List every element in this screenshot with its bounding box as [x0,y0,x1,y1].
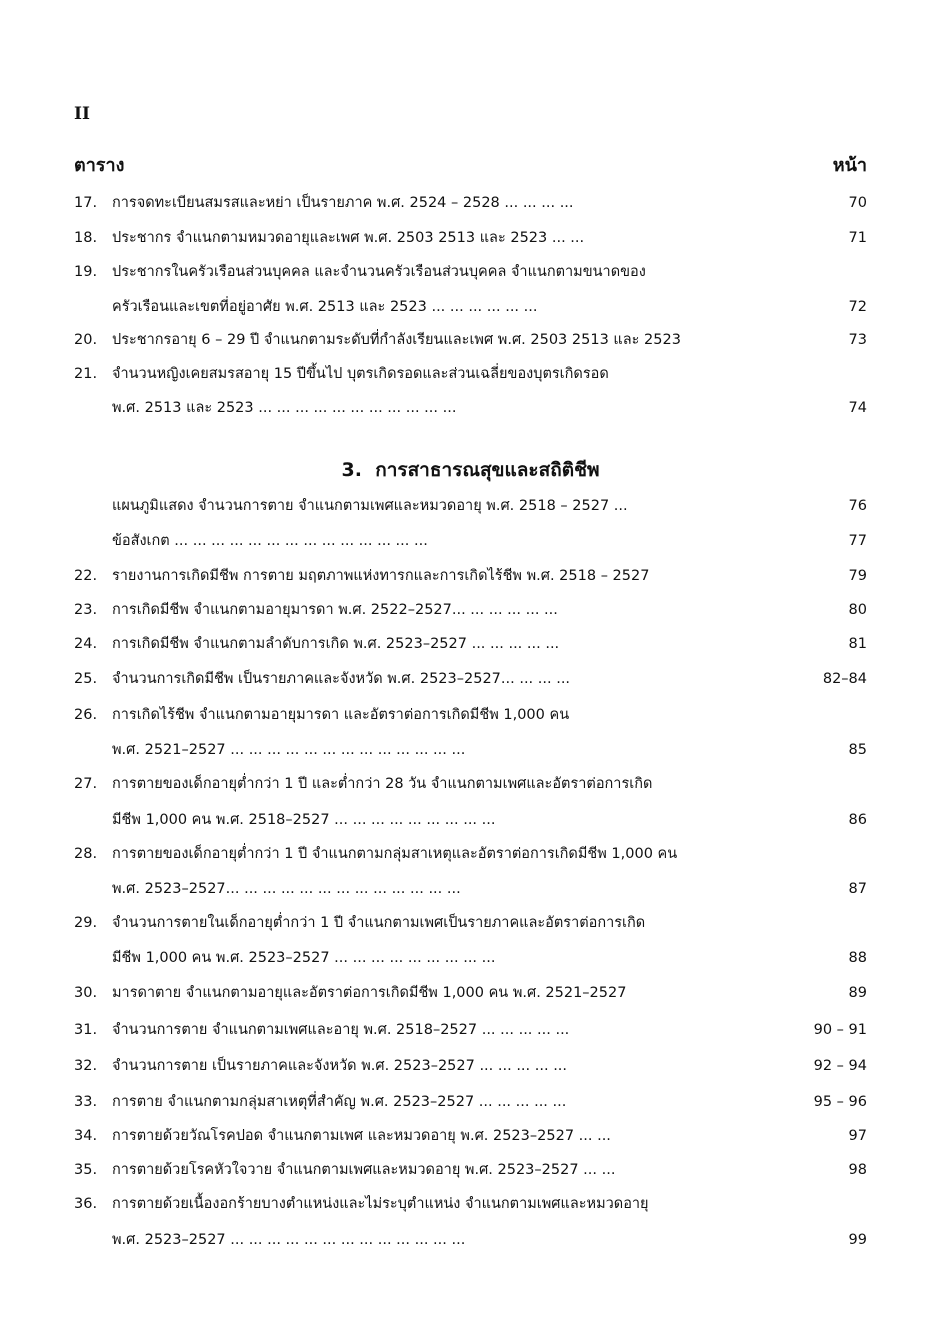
entry-title: การตาย จำแนกตามกลุ่มสาเหตุที่สำคัญ พ.ศ. 2523–2527 ... ... ... ... ... [112,1094,567,1110]
entry-number: 30. [74,985,98,1001]
toc-line [0,598,941,622]
section-title: การสาธารณสุขและสถิติชีพ [375,459,600,481]
entry-page: 86 [848,812,867,828]
page-column-header: หน้า [832,155,867,176]
page-marker: II [74,104,90,124]
entry-number: 27. [74,776,98,792]
entry-title: พ.ศ. 2523–2527 ... ... ... ... ... ... ... ... ... ... ... ... ... [112,1232,466,1248]
entry-title: แผนภูมิแสดง จำนวนการตาย จำแนกตามเพศและหมวดอายุ พ.ศ. 2518 – 2527 ... [112,498,628,514]
entry-page: 74 [848,400,867,416]
toc-line [0,1054,941,1078]
toc-line [0,191,941,215]
entry-title: การตายของเด็กอายุต่ำกว่า 1 ปี จำแนกตามกลุ่มสาเหตุและอัตราต่อการเกิดมีชีพ 1,000 คน [112,846,678,862]
toc-line [0,772,941,796]
entry-number: 31. [74,1022,98,1038]
entry-page: 85 [848,742,867,758]
entry-title: ประชากรอายุ 6 – 29 ปี จำแนกตามระดับที่กำลังเรียนและเพศ พ.ศ. 2503 2513 และ 2523 [112,332,681,348]
entry-page: 88 [848,950,867,966]
entry-number: 22. [74,568,98,584]
entry-number: 35. [74,1162,98,1178]
entry-title: การเกิดมีชีพ จำแนกตามลำดับการเกิด พ.ศ. 2523–2527 ... ... ... ... ... [112,636,560,652]
entry-title: การจดทะเบียนสมรสและหย่า เป็นรายภาค พ.ศ. 2524 – 2528 ... ... ... ... [112,195,574,211]
toc-line [0,1124,941,1148]
toc-line [0,295,941,319]
entry-number: 34. [74,1128,98,1144]
section-heading [0,455,941,485]
toc-line [0,632,941,656]
entry-page: 72 [848,299,867,315]
toc-line [0,1192,941,1216]
toc-line [0,911,941,935]
entry-page: 99 [848,1232,867,1248]
toc-line [0,396,941,420]
toc-line [0,842,941,866]
entry-page: 95 – 96 [813,1094,867,1110]
toc-line [0,808,941,832]
toc-line [0,877,941,901]
entry-page: 81 [848,636,867,652]
entry-title: จำนวนการตายในเด็กอายุต่ำกว่า 1 ปี จำแนกตามเพศเป็นรายภาคและอัตราต่อการเกิด [112,915,646,931]
entry-title: มีชีพ 1,000 คน พ.ศ. 2523–2527 ... ... ... ... ... ... ... ... ... [112,950,496,966]
entry-title: จำนวนหญิงเคยสมรสอายุ 15 ปีขึ้นไป บุตรเกิดรอดและส่วนเฉลี่ยของบุตรเกิดรอด [112,366,609,382]
entry-page: 73 [848,332,867,348]
entry-number: 25. [74,671,98,687]
entry-number: 17. [74,195,98,211]
entry-page: 71 [848,230,867,246]
toc-line [0,1090,941,1114]
entry-number: 20. [74,332,98,348]
entry-page: 80 [848,602,867,618]
section-number: 3. [341,459,362,481]
toc-line [0,328,941,352]
entry-number: 36. [74,1196,98,1212]
entry-page: 70 [848,195,867,211]
entry-title: พ.ศ. 2513 และ 2523 ... ... ... ... ... ... ... ... ... ... ... [112,400,457,416]
entry-title: มารดาตาย จำแนกตามอายุและอัตราต่อการเกิดมีชีพ 1,000 คน พ.ศ. 2521–2527 [112,985,627,1001]
entry-number: 23. [74,602,98,618]
toc-line [0,260,941,284]
entry-title: การเกิดไร้ชีพ จำแนกตามอายุมารดา และอัตราต่อการเกิดมีชีพ 1,000 คน [112,707,570,723]
entry-page: 79 [848,568,867,584]
toc-line [0,529,941,553]
toc-line [0,362,941,386]
entry-number: 29. [74,915,98,931]
toc-line [0,494,941,518]
entry-title: การเกิดมีชีพ จำแนกตามอายุมารดา พ.ศ. 2522–2527... ... ... ... ... ... [112,602,558,618]
entry-number: 24. [74,636,98,652]
entry-title: จำนวนการตาย จำแนกตามเพศและอายุ พ.ศ. 2518–2527 ... ... ... ... ... [112,1022,570,1038]
entry-page: 89 [848,985,867,1001]
entry-page: 77 [848,533,867,549]
entry-page: 92 – 94 [813,1058,867,1074]
entry-title: จำนวนการตาย เป็นรายภาคและจังหวัด พ.ศ. 2523–2527 ... ... ... ... ... [112,1058,568,1074]
entry-number: 21. [74,366,98,382]
toc-line [0,564,941,588]
toc-line [0,703,941,727]
entry-number: 18. [74,230,98,246]
entry-title: จำนวนการเกิดมีชีพ เป็นรายภาคและจังหวัด พ.ศ. 2523–2527... ... ... ... [112,671,571,687]
entry-number: 32. [74,1058,98,1074]
toc-line [0,946,941,970]
entry-page: 87 [848,881,867,897]
table-column-header: ตาราง [74,155,125,176]
entry-page: 90 – 91 [813,1022,867,1038]
entry-title: ประชากร จำแนกตามหมวดอายุและเพศ พ.ศ. 2503 2513 และ 2523 ... ... [112,230,585,246]
entry-title: มีชีพ 1,000 คน พ.ศ. 2518–2527 ... ... ... ... ... ... ... ... ... [112,812,496,828]
toc-line [0,667,941,691]
entry-title: การตายด้วยโรคหัวใจวาย จำแนกตามเพศและหมวดอายุ พ.ศ. 2523–2527 ... ... [112,1162,616,1178]
entry-title: การตายด้วยวัณโรคปอด จำแนกตามเพศ และหมวดอายุ พ.ศ. 2523–2527 ... ... [112,1128,611,1144]
entry-title: การตายด้วยเนื้องอกร้ายบางตำแหน่งและไม่ระบุตำแหน่ง จำแนกตามเพศและหมวดอายุ [112,1196,649,1212]
entry-title: พ.ศ. 2523–2527... ... ... ... ... ... ... ... ... ... ... ... ... [112,881,461,897]
toc-line [0,981,941,1005]
entry-page: 98 [848,1162,867,1178]
entry-title: การตายของเด็กอายุต่ำกว่า 1 ปี และต่ำกว่า 28 วัน จำแนกตามเพศและอัตราต่อการเกิด [112,776,653,792]
toc-line [0,1228,941,1252]
toc-line [0,226,941,250]
entry-page: 76 [848,498,867,514]
entry-page: 82–84 [822,671,867,687]
entry-title: ครัวเรือนและเขตที่อยู่อาศัย พ.ศ. 2513 และ 2523 ... ... ... ... ... ... [112,299,538,315]
entry-number: 33. [74,1094,98,1110]
toc-line [0,738,941,762]
toc-line [0,1158,941,1182]
toc-line [0,1018,941,1042]
entry-number: 19. [74,264,98,280]
entry-number: 28. [74,846,98,862]
entry-title: ประชากรในครัวเรือนส่วนบุคคล และจำนวนครัวเรือนส่วนบุคคล จำแนกตามขนาดของ [112,264,646,280]
entry-page: 97 [848,1128,867,1144]
entry-number: 26. [74,707,98,723]
entry-title: รายงานการเกิดมีชีพ การตาย มฤตภาพแห่งทารกและการเกิดไร้ชีพ พ.ศ. 2518 – 2527 [112,568,650,584]
entry-title: ข้อสังเกต ... ... ... ... ... ... ... ... ... ... ... ... ... ... [112,533,428,549]
entry-title: พ.ศ. 2521–2527 ... ... ... ... ... ... ... ... ... ... ... ... ... [112,742,466,758]
